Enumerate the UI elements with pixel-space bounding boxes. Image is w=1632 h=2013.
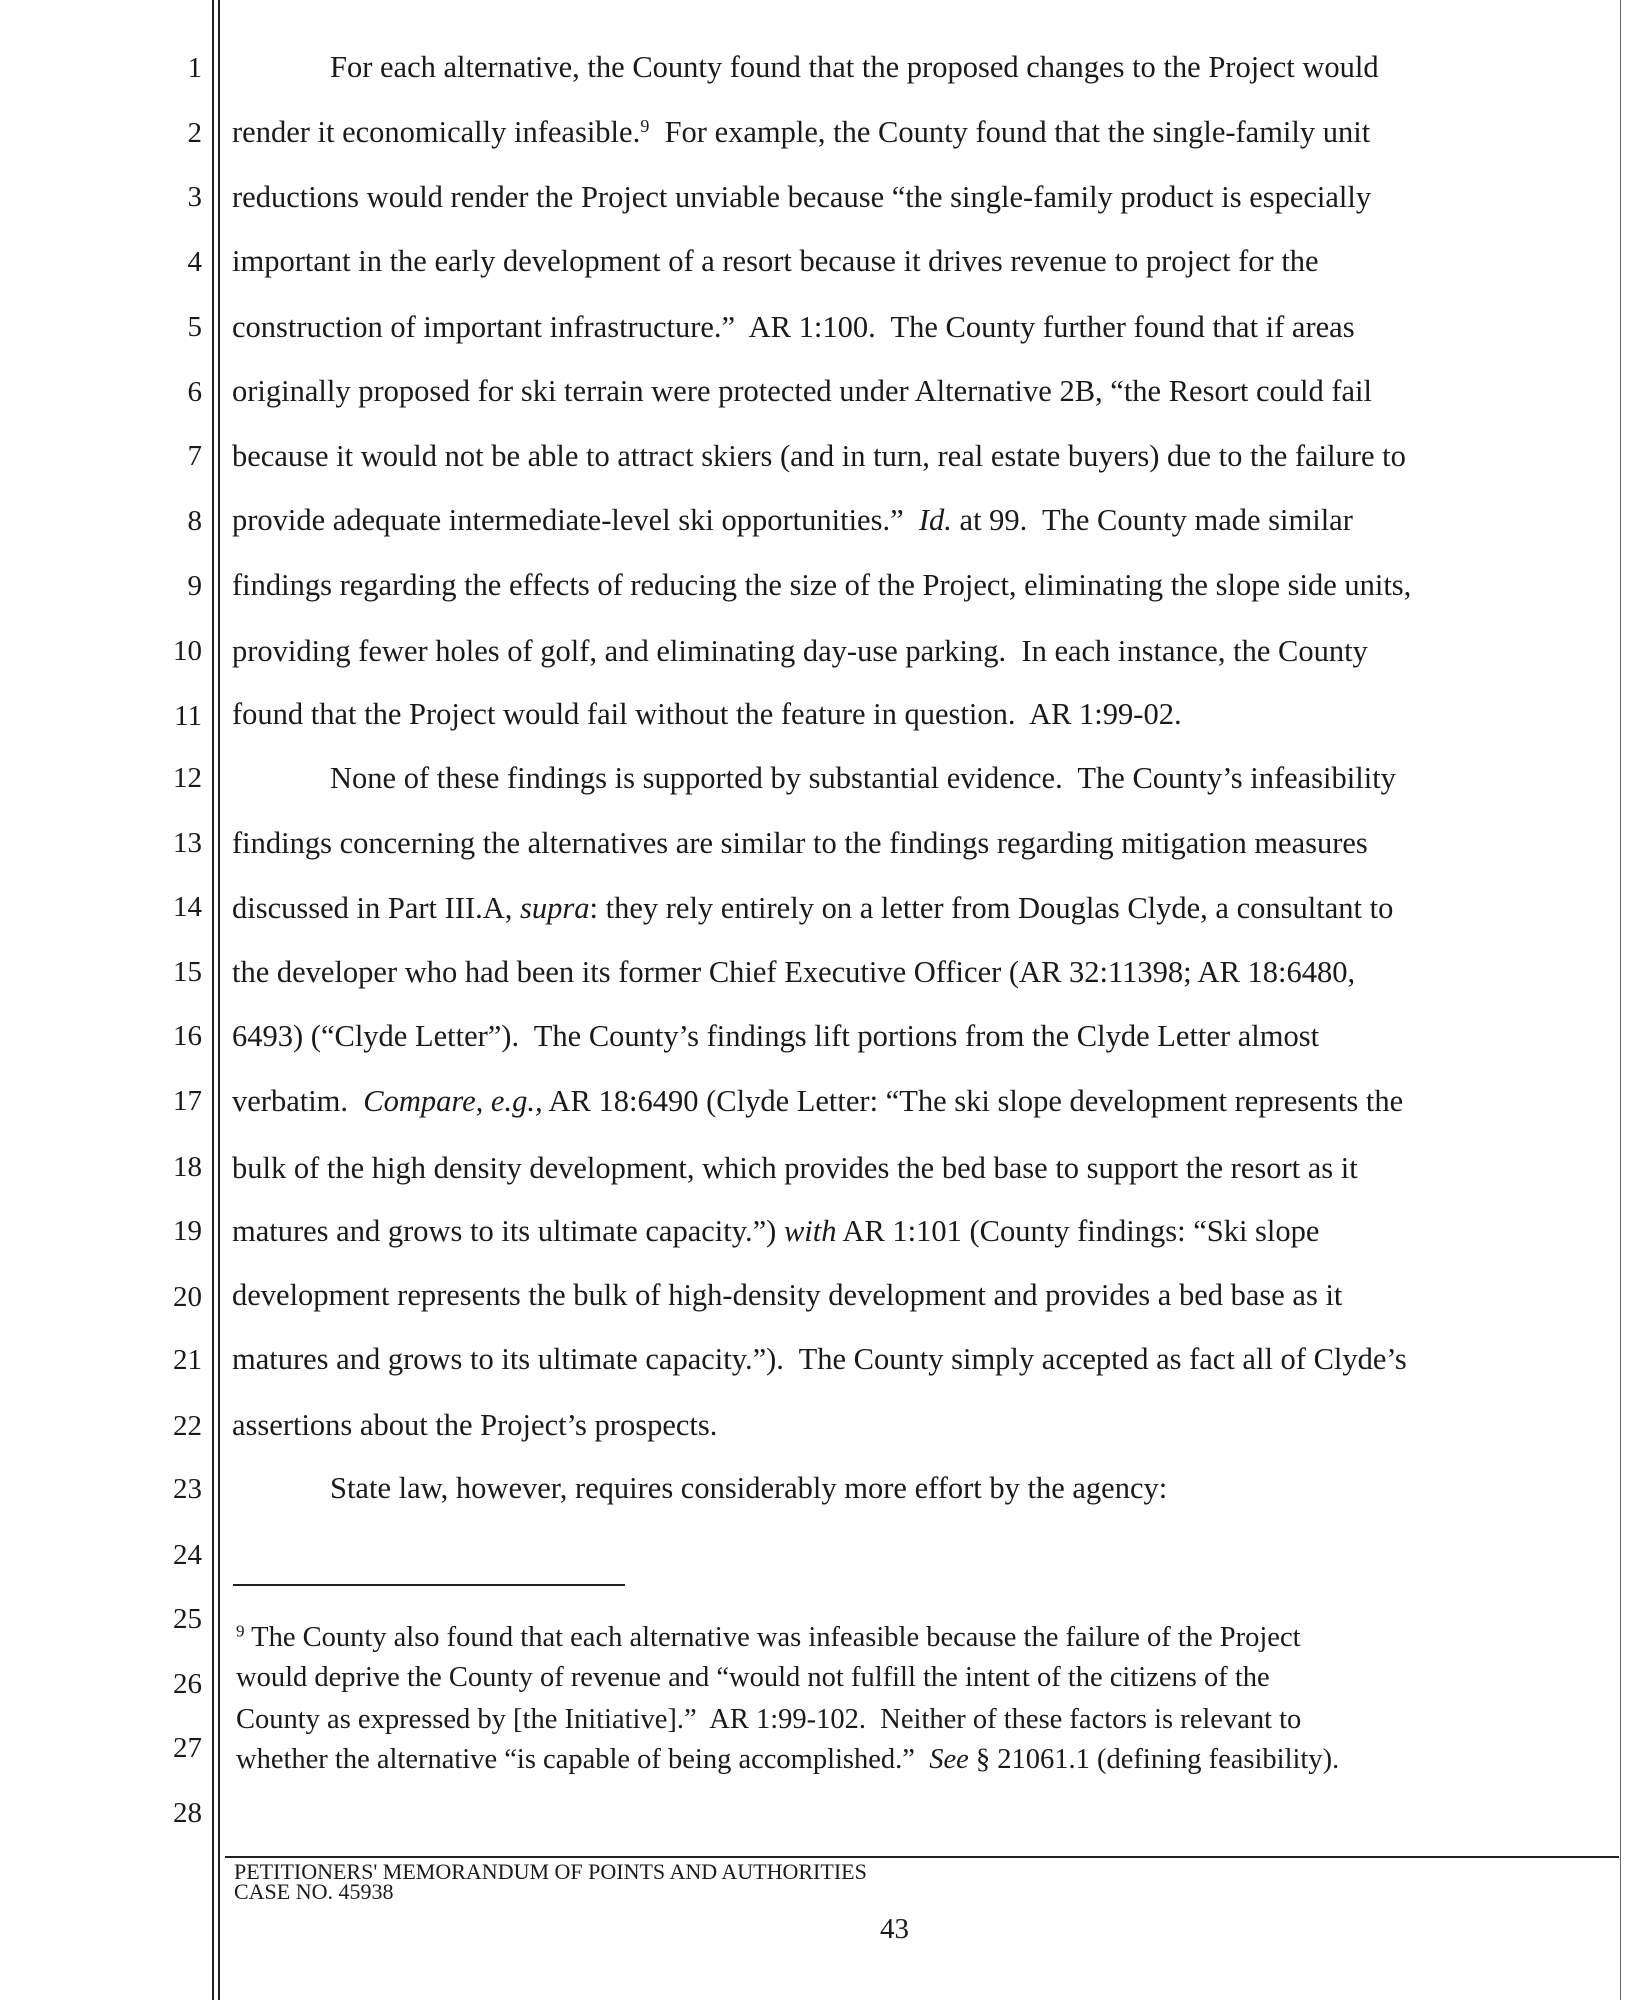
body-line: 6493) (“Clyde Letter”). The County’s findings lift portions from the Clyde Letter almost <box>232 1019 1320 1053</box>
footnote-line: whether the alternative “is capable of being accomplished.” See § 21061.1 (defining feasibility). <box>236 1744 1340 1775</box>
left-margin-rule-inner <box>218 0 220 2000</box>
footnote-separator <box>233 1584 625 1586</box>
body-line: providing fewer holes of golf, and eliminating day-use parking. In each instance, the County <box>232 634 1368 668</box>
line-number: 28 <box>173 1797 202 1829</box>
footnote-line: County as expressed by [the Initiative].” AR 1:99-102. Neither of these factors is relevant to <box>236 1704 1302 1735</box>
line-number: 24 <box>173 1539 202 1571</box>
line-number: 20 <box>173 1281 202 1313</box>
line-number: 22 <box>173 1410 202 1442</box>
line-number: 9 <box>187 570 202 602</box>
footer-rule <box>225 1856 1619 1858</box>
footnote-line: would deprive the County of revenue and “would not fulfill the intent of the citizens of the <box>236 1662 1270 1693</box>
footer-title: PETITIONERS' MEMORANDUM OF POINTS AND AUTHORITIES <box>234 1859 867 1884</box>
line-number: 5 <box>187 311 202 343</box>
body-line: the developer who had been its former Chief Executive Officer (AR 32:11398; AR 18:6480, <box>232 955 1356 989</box>
line-number: 11 <box>174 700 202 732</box>
line-number: 2 <box>187 117 202 149</box>
body-line: None of these findings is supported by substantial evidence. The County’s infeasibility <box>330 761 1396 795</box>
body-line: findings concerning the alternatives are similar to the findings regarding mitigation measures <box>232 826 1368 860</box>
body-line: render it economically infeasible.$^9$ For example, the County found that the single-family unit <box>232 115 1371 149</box>
line-number: 3 <box>187 181 202 213</box>
line-number: 10 <box>173 635 202 667</box>
line-number: 12 <box>173 762 202 794</box>
line-number: 8 <box>187 505 202 537</box>
line-number: 18 <box>173 1151 202 1183</box>
body-line: discussed in Part III.A, supra: they rely entirely on a letter from Douglas Clyde, a consultant to <box>232 891 1394 925</box>
line-number: 6 <box>187 376 202 408</box>
line-number: 26 <box>173 1668 202 1700</box>
body-line: found that the Project would fail without the feature in question. AR 1:99-02. <box>232 697 1182 731</box>
line-number: 4 <box>187 246 202 278</box>
body-line: bulk of the high density development, which provides the bed base to support the resort as it <box>232 1151 1358 1185</box>
line-number: 27 <box>173 1732 202 1764</box>
page-number: 43 <box>880 1913 909 1945</box>
body-line: originally proposed for ski terrain were protected under Alternative 2B, “the Resort could fail <box>232 374 1372 408</box>
body-line: For each alternative, the County found that the proposed changes to the Project would <box>330 50 1379 84</box>
body-line: development represents the bulk of high-density development and provides a bed base as it <box>232 1278 1343 1312</box>
line-number: 13 <box>173 827 202 859</box>
line-number: 19 <box>173 1215 202 1247</box>
line-number: 1 <box>187 52 202 84</box>
right-margin-rule <box>1620 0 1621 2000</box>
body-line: provide adequate intermediate-level ski opportunities.” Id. at 99. The County made similar <box>232 503 1353 537</box>
body-line: assertions about the Project’s prospects. <box>232 1408 718 1442</box>
line-number: 16 <box>173 1020 202 1052</box>
body-line: State law, however, requires considerably more effort by the agency: <box>330 1471 1168 1505</box>
line-number: 7 <box>187 440 202 472</box>
line-number: 25 <box>173 1603 202 1635</box>
footnote-line: $^9$ The County also found that each alternative was infeasible because the failure of the Project <box>236 1621 1301 1653</box>
line-number: 15 <box>173 956 202 988</box>
body-line: because it would not be able to attract skiers (and in turn, real estate buyers) due to the failure to <box>232 439 1406 473</box>
body-line: reductions would render the Project unviable because “the single-family product is especially <box>232 180 1372 214</box>
line-number: 17 <box>173 1085 202 1117</box>
body-line: construction of important infrastructure.” AR 1:100. The County further found that if areas <box>232 310 1355 344</box>
line-number: 21 <box>173 1344 202 1376</box>
left-margin-rule-outer <box>212 0 214 2000</box>
body-line: findings regarding the effects of reducing the size of the Project, eliminating the slope side units, <box>232 568 1412 602</box>
line-number: 23 <box>173 1473 202 1505</box>
footer-case-number: CASE NO. 45938 <box>234 1879 394 1904</box>
body-line: important in the early development of a resort because it drives revenue to project for the <box>232 244 1319 278</box>
body-line: matures and grows to its ultimate capacity.”) with AR 1:101 (County findings: “Ski slope <box>232 1214 1320 1248</box>
line-number: 14 <box>173 891 202 923</box>
body-line: verbatim. Compare, e.g., AR 18:6490 (Clyde Letter: “The ski slope development represents the <box>232 1084 1404 1118</box>
body-line: matures and grows to its ultimate capacity.”). The County simply accepted as fact all of Clyde’s <box>232 1342 1407 1376</box>
